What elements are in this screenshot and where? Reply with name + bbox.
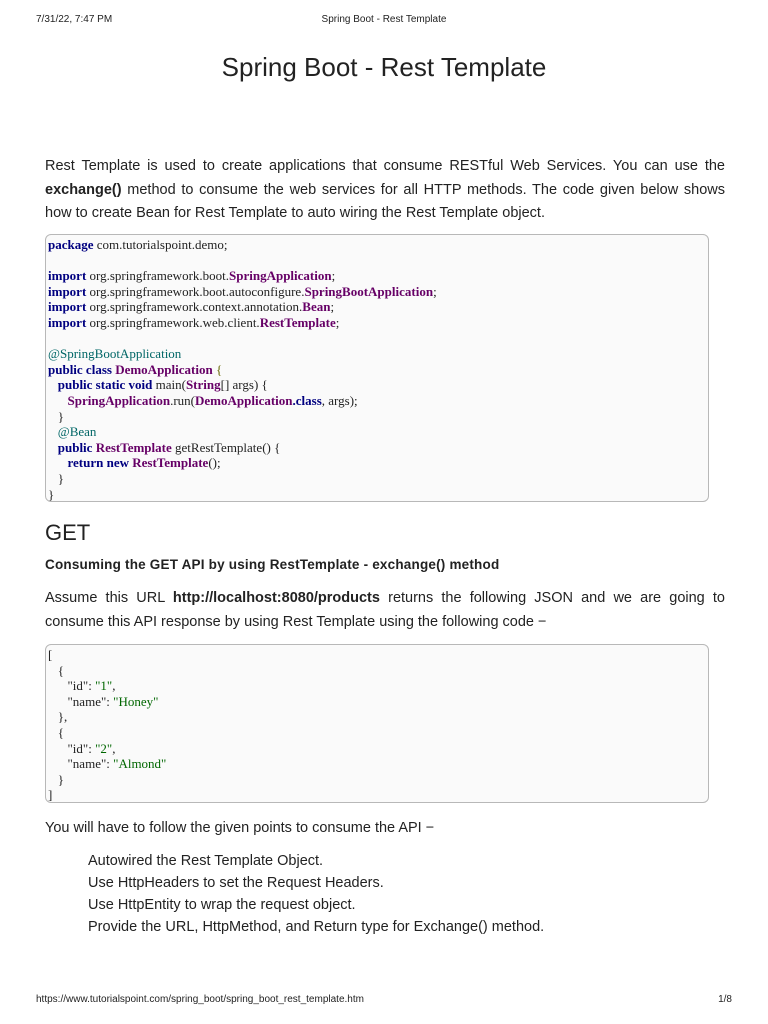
code-line: package com.tutorialspoint.demo; bbox=[48, 237, 228, 252]
code-line: { bbox=[57, 724, 64, 740]
code-line: @SpringBootApplication bbox=[48, 346, 182, 362]
code-line: public static void main(String[] args) { bbox=[57, 377, 268, 393]
code-line: import org.springframework.context.annotation.Bean; bbox=[48, 299, 335, 315]
code-line: } bbox=[57, 470, 64, 486]
print-datetime: 7/31/22, 7:47 PM bbox=[36, 14, 113, 25]
intro-exchange-bold: exchange() bbox=[45, 181, 122, 198]
list-item: Provide the URL, HttpMethod, and Return type for Exchange() method. bbox=[88, 919, 545, 935]
page-number: 1/8 bbox=[718, 994, 732, 1005]
code-line: public RestTemplate getRestTemplate() { bbox=[57, 439, 281, 455]
list-item: Use HttpEntity to wrap the request object. bbox=[88, 897, 356, 913]
section-subheading: Consuming the GET API by using RestTemplate - exchange() method bbox=[45, 557, 500, 572]
section-heading-get: GET bbox=[45, 520, 91, 545]
footer-url: https://www.tutorialspoint.com/spring_boot/spring_boot_rest_template.htm bbox=[36, 994, 364, 1005]
print-doc-title: Spring Boot - Rest Template bbox=[321, 14, 447, 25]
code-line: } bbox=[48, 486, 55, 502]
page-title: Spring Boot - Rest Template bbox=[221, 52, 547, 82]
code-line: import org.springframework.web.client.RestTemplate; bbox=[48, 314, 340, 330]
code-line: import org.springframework.boot.autoconfigure.SpringBootApplication; bbox=[48, 283, 437, 299]
code-line: [ bbox=[48, 647, 53, 662]
assume-paragraph: Assume this URL http://localhost:8080/products returns the following JSON and we are going to consume this API response by using Rest Template using the following code − bbox=[45, 590, 725, 630]
code-line: SpringApplication.run(DemoApplication.class, args); bbox=[67, 392, 358, 408]
code-line: "id": "1", bbox=[67, 678, 116, 694]
code-line: public class DemoApplication { bbox=[48, 361, 223, 377]
code-line: ] bbox=[48, 787, 53, 803]
code-block-json bbox=[45, 644, 709, 803]
code-line: "name": "Almond" bbox=[67, 756, 167, 772]
list-item: Autowired the Rest Template Object. bbox=[88, 853, 324, 869]
points-list bbox=[88, 850, 544, 938]
intro-text-1: Rest Template is used to create applications that consume RESTful Web Services. You can use the bbox=[45, 158, 725, 174]
code-line: } bbox=[57, 771, 64, 787]
code-block-demo-application bbox=[45, 234, 709, 502]
code-line: } bbox=[57, 408, 64, 424]
follow-paragraph: You will have to follow the given points to consume the API − bbox=[45, 820, 435, 836]
code-line: "name": "Honey" bbox=[67, 693, 159, 709]
list-item: Use HttpHeaders to set the Request Headers. bbox=[88, 875, 384, 891]
code-line: return new RestTemplate(); bbox=[67, 455, 221, 471]
intro-paragraph bbox=[45, 155, 725, 226]
code-line: @Bean bbox=[57, 424, 97, 440]
code-line: import org.springframework.boot.SpringApplication; bbox=[48, 268, 336, 284]
intro-text-2: method to consume the web services for all HTTP methods. The code given below shows how to create Bean for Rest Template to auto wiring the Rest Template object. bbox=[45, 181, 725, 221]
products-url: http://localhost:8080/products bbox=[172, 590, 380, 606]
code-line: "id": "2", bbox=[67, 740, 116, 756]
code-line: { bbox=[57, 662, 64, 678]
code-line: }, bbox=[57, 709, 68, 725]
